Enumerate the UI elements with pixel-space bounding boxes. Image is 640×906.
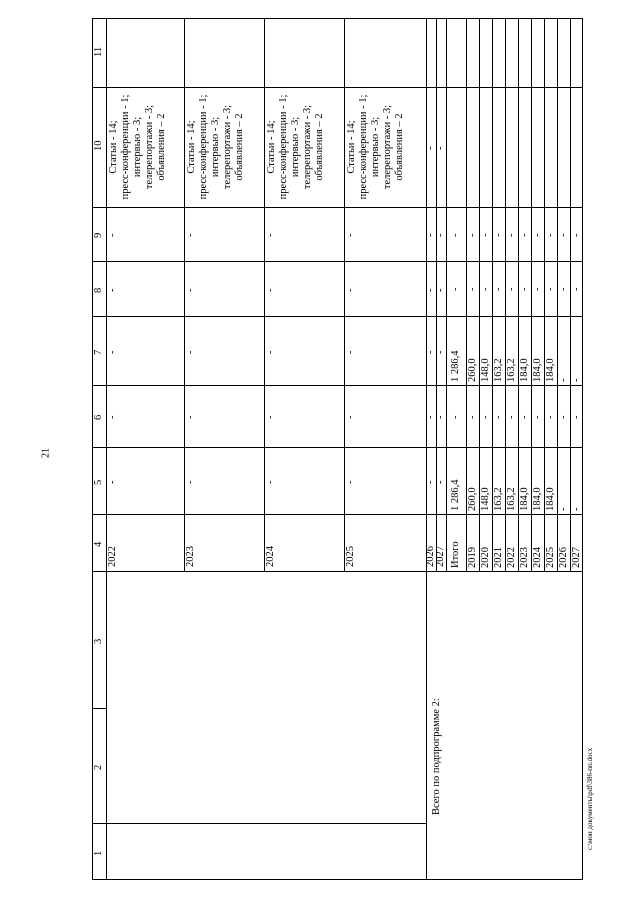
subtotal-row-2021-col5: 163,2: [492, 487, 504, 511]
upper-row-2023-col7: -: [185, 350, 196, 354]
subtotal-row-2027-col4: 2027: [570, 547, 582, 568]
table-border-bottom: [92, 879, 583, 880]
subtotal-row-2022-col7: 163,2: [505, 358, 517, 382]
upper-row-2023-col9: -: [185, 233, 196, 237]
subtotal-row-Итого-col8: -: [450, 287, 461, 292]
grid-line: [570, 18, 571, 572]
subtotal-row-2027-col6: -: [570, 415, 582, 419]
upper-row-2025-col9: -: [345, 233, 356, 237]
subtotal-row-2025-col7: 184,0: [544, 358, 556, 382]
column-number-4: 4: [93, 541, 104, 547]
subtotal-row-2025-col9: -: [544, 233, 556, 237]
column-number-5: 5: [93, 479, 104, 485]
grid-line: [184, 18, 185, 572]
table-border-right: [582, 18, 583, 880]
subtotal-row-2026-col7: -: [557, 378, 569, 382]
upper-row-2024-col8: -: [265, 288, 276, 292]
grid-line: [557, 18, 558, 572]
subtotal-row-2024-col4: 2024: [531, 547, 543, 568]
subtotal-row-Итого-col6: -: [450, 415, 461, 419]
upper-row-2022-col4: 2022: [107, 546, 118, 567]
grid-line: [92, 708, 107, 709]
subtotal-row-2020-col4: 2020: [479, 547, 491, 568]
upper-row-2022-col9: -: [107, 233, 118, 237]
subtotal-row-2027-col5: -: [570, 507, 582, 511]
upper-row-2025-col8: -: [345, 288, 356, 292]
table-border-top: [92, 18, 583, 19]
media-activities-2022: Статьи - 14; пресс-конференции - 1; интервью - 3; телерепортажи - 3; объявления – 2: [108, 94, 168, 200]
upper-row-2022-col8: -: [107, 288, 118, 292]
subtotal-row-2027-col7: -: [570, 378, 582, 382]
subtotal-row-2025-col4: 2025: [544, 547, 556, 568]
grid-line: [446, 18, 447, 572]
subtotal-row-2021-col6: -: [492, 415, 504, 419]
grid-line: [92, 447, 583, 448]
subtotal-row-2021-col9: -: [492, 233, 504, 237]
subtotal-row-2026-col9: -: [557, 233, 569, 237]
grid-line: [106, 823, 427, 824]
media-activities-2025: Статьи - 14; пресс-конференции - 1; интервью - 3; телерепортажи - 3; объявления – 2: [346, 94, 406, 200]
subtotal-row-2023-col8: -: [518, 287, 530, 292]
upper-row-2027-col7: -: [435, 350, 446, 354]
subtotal-row-2021-col8: -: [492, 287, 504, 292]
subtotal-row-2026-col6: -: [557, 415, 569, 419]
upper-row-2026-col7: -: [425, 350, 436, 354]
media-activities-2024: Статьи - 14; пресс-конференции - 1; интервью - 3; телерепортажи - 3; объявления – 2: [266, 94, 326, 200]
upper-row-2024-col6: -: [265, 415, 276, 419]
subtotal-row-2022-col6: -: [505, 415, 517, 419]
upper-row-2025-col4: 2025: [345, 546, 356, 567]
subtotal-row-2023-col5: 184,0: [518, 487, 530, 511]
upper-row-2026-col8: -: [425, 288, 436, 292]
upper-row-2026-col4: 2026: [425, 546, 436, 567]
subtotal-row-2019-col5: 260,0: [466, 487, 478, 511]
subtotal-row-2024-col5: 184,0: [531, 487, 543, 511]
subtotal-row-2022-col4: 2022: [505, 547, 517, 568]
subtotal-row-2020-col7: 148,0: [479, 358, 491, 382]
subtotal-row-2023-col7: 184,0: [518, 358, 530, 382]
subtotal-row-2022-col8: -: [505, 287, 517, 292]
subtotal-row-2019-col9: -: [466, 233, 478, 237]
upper-row-2027-col6: -: [435, 415, 446, 419]
subtotal-row-2027-col8: -: [570, 287, 582, 292]
grid-line: [92, 571, 107, 572]
upper-row-2023-col6: -: [185, 415, 196, 419]
grid-line: [92, 316, 583, 317]
grid-line: [92, 261, 583, 262]
subtotal-row-2019-col4: 2019: [466, 547, 478, 568]
subtotal-row-2025-col5: 184,0: [544, 487, 556, 511]
subtotal-row-Итого-col5: 1 286,4: [450, 479, 461, 511]
file-path-footer: c:\мои документы\pdf\386-пп.docx: [586, 747, 594, 850]
subtotal-row-2019-col8: -: [466, 287, 478, 292]
column-number-6: 6: [93, 414, 104, 420]
subtotal-row-Итого-col4: Итого: [450, 541, 461, 568]
upper-row-2025-col7: -: [345, 350, 356, 354]
grid-line: [344, 18, 345, 572]
subtotal-row-2021-col7: 163,2: [492, 358, 504, 382]
subtotal-row-2025-col6: -: [544, 415, 556, 419]
column-number-2: 2: [93, 764, 104, 770]
subtotal-row-2026-col8: -: [557, 287, 569, 292]
column-number-1: 1: [93, 850, 104, 856]
subtotal-row-2020-col8: -: [479, 287, 491, 292]
page-number: 21: [40, 448, 52, 458]
upper-row-2024-col5: -: [265, 480, 276, 484]
column-number-3: 3: [93, 638, 104, 644]
subtotal-row-Итого-col9: -: [450, 233, 461, 237]
subtotal-row-Итого-col7: 1 286,4: [450, 350, 461, 382]
subtotal-row-2025-col8: -: [544, 287, 556, 292]
upper-row-2024-col9: -: [265, 233, 276, 237]
upper-row-2022-col5: -: [107, 480, 118, 484]
upper-row-2025-col5: -: [345, 480, 356, 484]
subtotal-row-2024-col6: -: [531, 415, 543, 419]
subtotal-row-2024-col8: -: [531, 287, 543, 292]
grid-line: [92, 385, 583, 386]
subtotal-row-2026-col4: 2026: [557, 547, 569, 568]
column-number-10: 10: [93, 140, 104, 151]
rotated-budget-table: [92, 18, 583, 880]
subtotal-row-2022-col9: -: [505, 233, 517, 237]
subtotal-row-2022-col5: 163,2: [505, 487, 517, 511]
upper-row-2026-col10: -: [425, 146, 436, 150]
upper-row-2027-col9: -: [435, 233, 446, 237]
upper-row-2026-col5: -: [425, 480, 436, 484]
upper-row-2027-col5: -: [435, 480, 446, 484]
header-separator: [106, 18, 107, 880]
subtotal-row-2020-col6: -: [479, 415, 491, 419]
upper-row-2023-col8: -: [185, 288, 196, 292]
subtotal-row-2024-col7: 184,0: [531, 358, 543, 382]
grid-line: [92, 823, 107, 824]
subtotal-row-2027-col9: -: [570, 233, 582, 237]
subtotal-row-2020-col9: -: [479, 233, 491, 237]
column-number-8: 8: [93, 287, 104, 293]
grid-line: [106, 571, 427, 572]
subtotal-row-2023-col4: 2023: [518, 547, 530, 568]
subtotal-row-2019-col6: -: [466, 415, 478, 419]
grid-line: [264, 18, 265, 572]
upper-row-2022-col7: -: [107, 350, 118, 354]
subtotal-row-2020-col5: 148,0: [479, 487, 491, 511]
upper-row-2023-col5: -: [185, 480, 196, 484]
subtotal-row-2023-col9: -: [518, 233, 530, 237]
column-number-7: 7: [93, 349, 104, 355]
subtotal-row-2023-col6: -: [518, 415, 530, 419]
upper-row-2027-col10: -: [435, 146, 446, 150]
upper-row-2027-col8: -: [435, 288, 446, 292]
subtotal-row-2024-col9: -: [531, 233, 543, 237]
upper-row-2025-col6: -: [345, 415, 356, 419]
upper-row-2026-col9: -: [425, 233, 436, 237]
subtotal-row-2019-col7: 260,0: [466, 358, 478, 382]
upper-row-2024-col4: 2024: [265, 546, 276, 567]
grid-line: [92, 207, 583, 208]
subtotal-label: Всего по подпрограмме 2:: [431, 698, 442, 815]
media-activities-2023: Статьи - 14; пресс-конференции - 1; интервью - 3; телерепортажи - 3; объявления – 2: [186, 94, 246, 200]
column-number-9: 9: [93, 232, 104, 238]
grid-line: [436, 18, 437, 572]
subtotal-row-2021-col4: 2021: [492, 547, 504, 568]
grid-line: [92, 514, 583, 515]
upper-row-2023-col4: 2023: [185, 546, 196, 567]
upper-row-2022-col6: -: [107, 415, 118, 419]
upper-row-2026-col6: -: [425, 415, 436, 419]
upper-row-2024-col7: -: [265, 350, 276, 354]
upper-row-2027-col4: 2027: [435, 546, 446, 567]
column-number-11: 11: [93, 46, 104, 57]
subtotal-row-2026-col5: -: [557, 507, 569, 511]
